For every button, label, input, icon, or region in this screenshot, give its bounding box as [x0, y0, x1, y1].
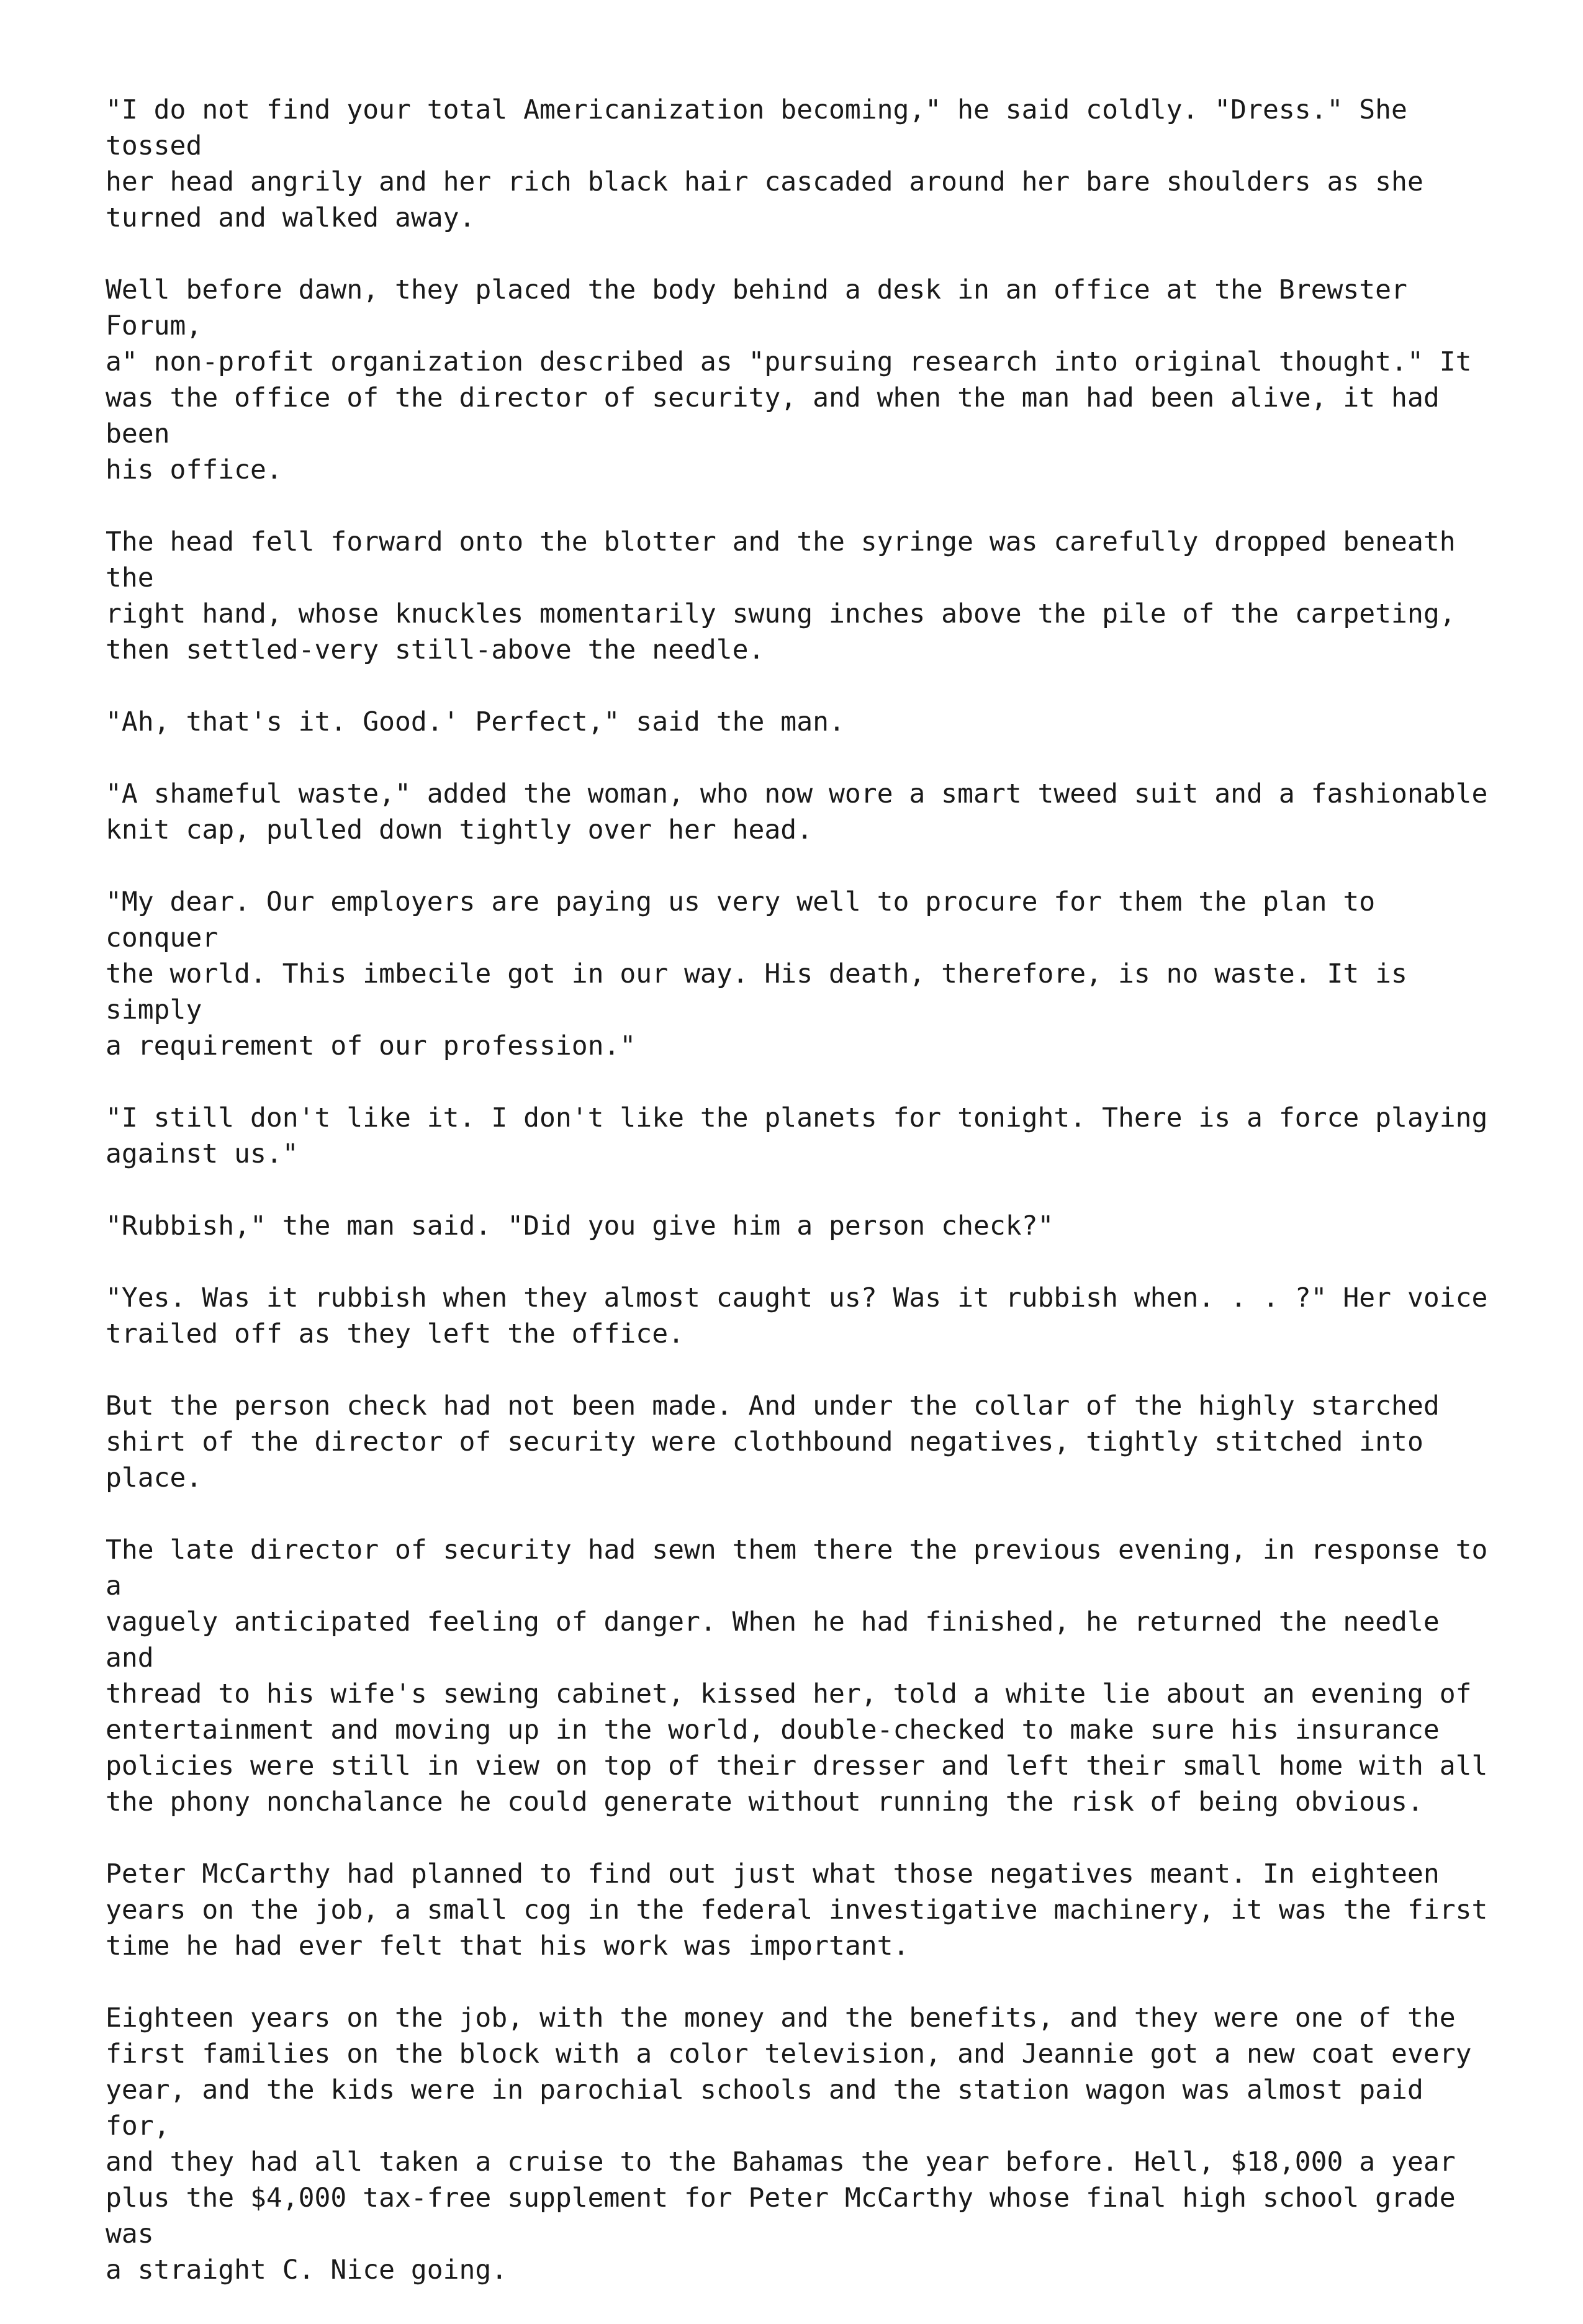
paragraph: Peter McCarthy had planned to find out just what those negatives meant. In eighteen years on the job, a small cog in the federal investigative machinery, it was the first time he had ever felt that his work was important.	[106, 1858, 1488, 1961]
paragraph: "Ah, that's it. Good.' Perfect," said the man.	[106, 706, 845, 737]
paragraph: "Yes. Was it rubbish when they almost caught us? Was it rubbish when. . . ?" Her voice trailed off as they left the office.	[106, 1282, 1488, 1349]
paragraph: "I still don't like it. I don't like the planets for tonight. There is a force playing against us."	[106, 1102, 1488, 1169]
paragraph: The late director of security had sewn them there the previous evening, in response to a vaguely anticipated feeling of danger. When he had finished, he returned the needle and thread to his wife's sewing cabinet, kissed her, told a white lie about an evening of entertainment and moving up in the world, double-checked to make sure his insurance policies were still in view on top of their dresser and left their small home with all the phony nonchalance he could generate without running the risk of being obvious.	[106, 1534, 1488, 1817]
paragraph: Well before dawn, they placed the body behind a desk in an office at the Brewster Forum, a" non-profit organization described as "pursuing research into original thought." It was the office of the director of security, and when the man had been alive, it had been his office.	[106, 274, 1472, 485]
paragraph: "Rubbish," the man said. "Did you give him a person check?"	[106, 1210, 1054, 1241]
paragraph: "A shameful waste," added the woman, who now wore a smart tweed suit and a fashionable knit cap, pulled down tightly over her head.	[106, 778, 1488, 845]
paragraph: But the person check had not been made. And under the collar of the highly starched shirt of the director of security were clothbound negatives, tightly stitched into place.	[106, 1390, 1440, 1493]
paragraph: The head fell forward onto the blotter and the syringe was carefully dropped beneath the right hand, whose knuckles momentarily swung inches above the pile of the carpeting, then settled-very still-above the needle.	[106, 526, 1456, 665]
paragraph: "My dear. Our employers are paying us very well to procure for them the plan to conquer the world. This imbecile got in our way. His death, therefore, is no waste. It is simply a requirement of our profession."	[106, 886, 1407, 1061]
paragraph: "I do not find your total Americanization becoming," he said coldly. "Dress." She tossed her head angrily and her rich black hair cascaded around her bare shoulders as she turned and walked away.	[106, 94, 1423, 233]
paragraph: Eighteen years on the job, with the money and the benefits, and they were one of the first families on the block with a color television, and Jeannie got a new coat every year, and the kids were in parochial schools and the station wagon was almost paid for, and they had all taken a cruise to the Bahamas the year before. Hell, $18,000 a year plus the $4,000 tax-free supplement for Peter McCarthy whose final high school grade was a straight C. Nice going.	[106, 2002, 1472, 2286]
document-page	[106, 92, 1490, 2324]
